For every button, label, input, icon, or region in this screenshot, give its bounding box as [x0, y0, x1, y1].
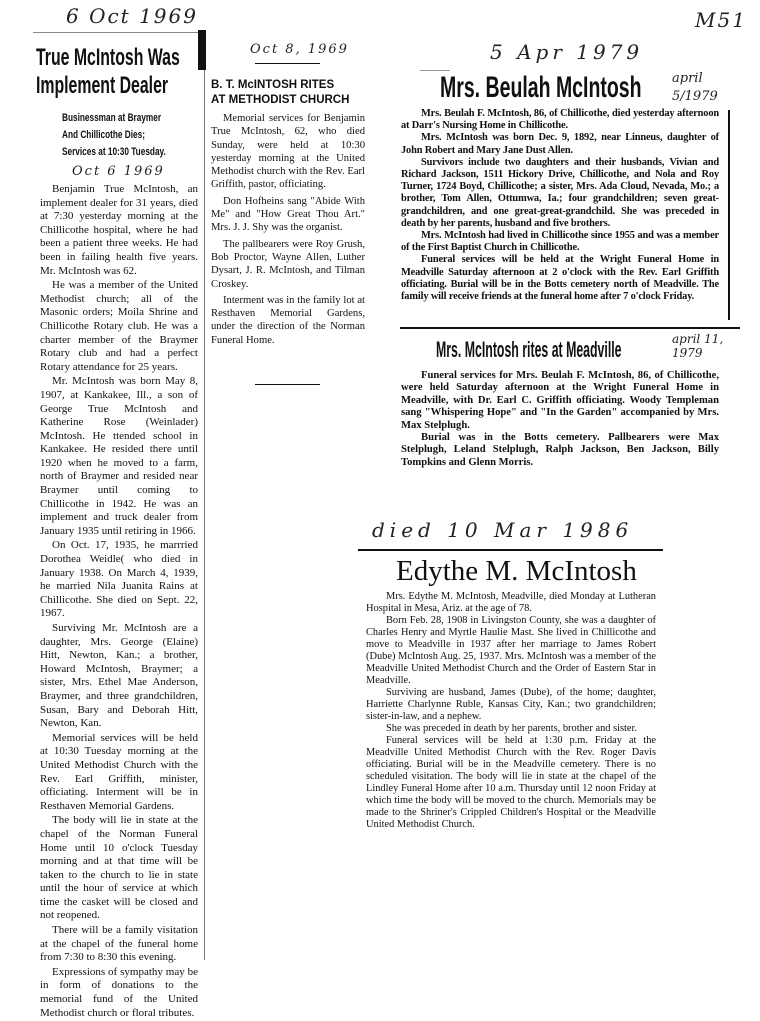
headline: Mrs. Beulah McIntosh: [440, 71, 642, 104]
paragraph: Burial was in the Botts cemetery. Pallbearers were Max Stelplugh, Leland Stelplugh, Ralph Jackson, Ben Jackson, Billy Tompkins and Glenn Morris.: [401, 432, 719, 468]
paragraph: Mrs. Edythe M. McIntosh, Meadville, died Monday at Lutheran Hospital in Mesa, Ariz. at the age of 78.: [366, 591, 656, 614]
paragraph: Survivors include two daughters and their husbands, Vivian and Richard Jackson, 1511 Hickory Drive, Chillicothe, and Nola and Roy Turner, 1724 Boyd, Chillicothe; a sister, Mrs. Ada Cloud, Nevada, Mo.; a brother, Tom Allen, Ottumwa, Ia.; four grandchildren; seven great-grandchildren, and one great-great-grandchild. She was preceded in death by her parents, husband and five brothers.: [401, 156, 719, 229]
paragraph: Interment was in the family lot at Resthaven Memorial Gardens, under the direction of the Norman Funeral Home.: [211, 294, 365, 346]
paragraph: Funeral services will be held at 1:30 p.m. Friday at the Meadville United Methodist Church with the Rev. Roger Davis officiating. Burial will be in the Meadville cemetery. There is no scheduled visitation. The body will lie in state at the chapel of the Lindley Funeral Home after 10 a.m. Thursday until 12 noon Friday at which time the body will be moved to the church. Memorials may be made to the Shriner's Crippled Children's Hospital or the Meadville United Methodist Church.: [366, 735, 656, 830]
article-body: [366, 591, 656, 831]
paragraph: Expressions of sympathy may be in form of donations to the memorial fund of the United Methodist church or floral tributes.: [40, 965, 198, 1019]
paragraph: Benjamin True McIntosh, an implement dealer for 31 years, died at 7:30 yesterday morning at the Chillicothe hospital, where he had been a patient three weeks. He had been in failing health five years. Mr. McIntosh was 62.: [40, 183, 198, 277]
paragraph: Mrs. McIntosh was born Dec. 9, 1892, near Linneus, daughter of John Robert and Mary Jane Dust Allen.: [401, 132, 719, 156]
subheadline: Businessman at Braymer And Chillicothe Dies; Services at 10:30 Tuesday.: [62, 112, 166, 158]
paragraph: Funeral services for Mrs. Beulah F. McIntosh, 86, of Chillicothe, were held Saturday afternoon at the Wright Funeral Home in Meadville, with Dr. Earl C. Griffith officiating. Woody Templeman sang "Whispering Hope" and "In the Garden" accompanied by Mrs. Max Stelplugh.: [401, 370, 719, 431]
handwritten-date-edythe: died 10 Mar 1986: [372, 518, 634, 542]
headline: True McIntosh Was Implement Dealer: [36, 44, 180, 99]
handwritten-date-meadville: april 11, 1979: [672, 332, 724, 360]
paragraph: Mrs. Beulah F. McIntosh, 86, of Chillicothe, died yesterday afternoon at Darr's Nursing Home in Chillicothe.: [401, 108, 719, 132]
handwritten-date-beulah-side: april 5/1979: [672, 71, 718, 104]
divider: [255, 384, 320, 385]
paragraph: Surviving Mr. McIntosh are a daughter, Mrs. George (Elaine) Hitt, Newton, Kan.; a brother, Howard McIntosh, Braymer; a sister, Mrs. Ethel Mae Anderson, Braymer, and three grandchildren, Susan, Bary and Deborah Hitt, Newton, Kan.: [40, 622, 198, 730]
paragraph: On Oct. 17, 1935, he marrried Dorothea Weidle( who died in January 1938. On March 4, 1939, he married Nila Juanita Rains at Chillicothe. She died on Sept. 22, 1967.: [40, 539, 198, 620]
divider: [358, 549, 663, 551]
divider: [400, 327, 740, 329]
column-rule: [204, 70, 205, 960]
paragraph: The pallbearers were Roy Grush, Bob Proctor, Wayne Allen, Luther Dysart, J. R. McIntosh, and Tilman Croskey.: [211, 238, 365, 290]
headline: Mrs. McIntosh rites at Meadville: [436, 337, 622, 362]
column-rule: [728, 110, 730, 320]
paragraph: She was preceded in death by her parents, brother and sister.: [386, 723, 638, 734]
paragraph: The body will lie in state at the chapel of the Norman Funeral Home until 10 o'clock Tuesday morning and at that time will be taken to the church to lie in state until the hour of service at which time the casket will be closed and not reopened.: [40, 814, 198, 922]
paragraph: Don Hofheins sang "Abide With Me" and "How Great Thou Art." Mrs. J. J. Shy was the organist.: [211, 195, 365, 234]
article-body: [211, 112, 365, 350]
divider: [33, 32, 203, 33]
paragraph: Mrs. McIntosh had lived in Chillicothe since 1955 and was a member of the First Baptist Church in Chillicothe.: [401, 230, 719, 254]
handwritten-date-beulah: 5 Apr 1979: [490, 40, 644, 64]
paragraph: There will be a family visitation at the chapel of the funeral home from 7:30 to 8:30 this evening.: [40, 924, 198, 964]
handwritten-code: M51: [695, 8, 747, 32]
article-body: [40, 183, 198, 1021]
article-body: [401, 108, 719, 303]
column-edge: [198, 30, 206, 70]
paragraph: Born Feb. 28, 1908 in Livingston County, she was a daughter of Charles Henry and Myrtle Haulie Mast. She lived in Chillicothe and move to Meadville in 1937 after her marriage to James Robert (Dube) McIntosh Aug. 25, 1937. Mrs. McIntosh was a member of the Meadville United Methodist Church and the Order of Eastern Star in Meadville.: [366, 615, 656, 686]
paragraph: Memorial services for Benjamin True McIntosh, 62, who died Sunday, were held at 10:30 yesterday morning at the United Methodist church with the Rev. Earl Griffith, pastor, officiating.: [211, 113, 365, 191]
handwritten-date-top-left: 6 Oct 1969: [66, 4, 198, 28]
paragraph: Mr. McIntosh was born May 8, 1907, at Kankakee, Ill., a son of George True McIntosh and Katherine Rose (Weinlader) McIntosh. He ttended school in Kankakee. He resided there until 1920 when he moved to a farm, north of Braymer and resided near Braymer until coming to Chillicothe in 1942. He was an implement and truck dealer from January 1935 until retiring in 1966.: [40, 375, 198, 537]
paragraph: He was a member of the United Methodist church; all of the Masonic orders; Moila Shrine and Chillicothe Rotary club. He was a charter member of the Braymer Rotary club and had a perfect Rotary attendance for 25 years.: [40, 279, 198, 373]
headline: B. T. McINTOSH RITES AT METHODIST CHURCH: [211, 79, 350, 106]
handwritten-date-rites: Oct 8, 1969: [250, 42, 349, 57]
headline: Edythe M. McIntosh: [396, 555, 637, 587]
divider: [255, 63, 320, 64]
paragraph: Funeral services will be held at the Wright Funeral Home in Meadville Saturday afternoon at 2 o'clock with the Rev. Earl Griffith officiating. Burial will be in the Botts cemetery north of Meadville. The family will receive friends at the funeral home after 7 o'clock Friday.: [401, 254, 719, 303]
article-body: [401, 370, 719, 469]
handwritten-date-true: Oct 6 1969: [72, 164, 165, 179]
paragraph: Surviving are husband, James (Dube), of the home; daughter, Harriette Charlynne Ruble, Kansas City, Kan.; two grandchildren; sister-in-law, and a nephew.: [366, 687, 656, 722]
paragraph: Memorial services will be held at 10:30 Tuesday morning at the United Methodist Church with the Rev. Earl Griffith, minister, officiating. Interment will be in Resthaven Memorial Gardens.: [40, 731, 198, 812]
